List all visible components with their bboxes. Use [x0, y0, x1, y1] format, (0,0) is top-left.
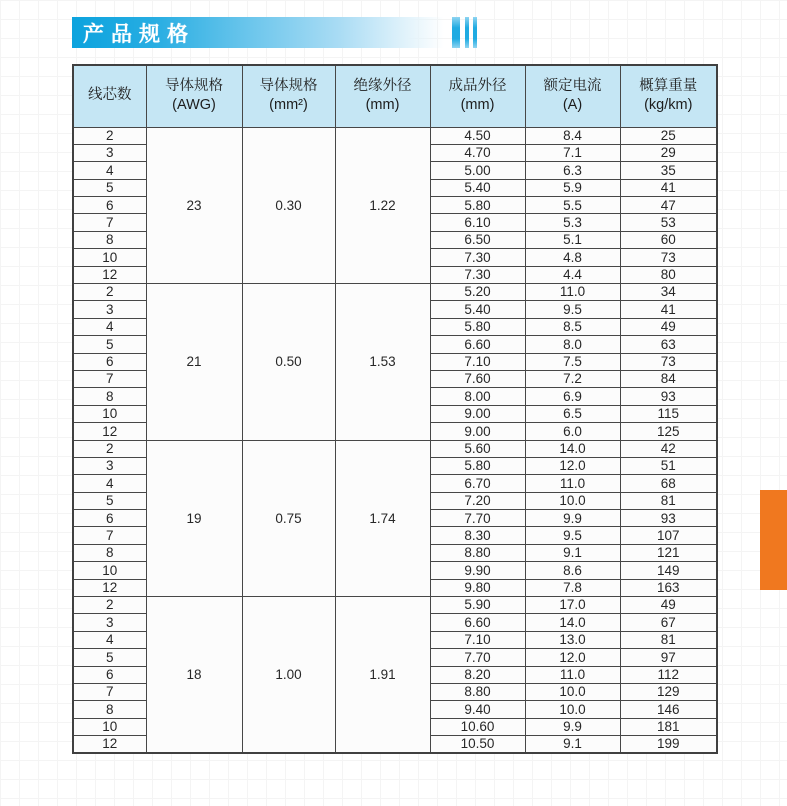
- cell-core-count: 6: [73, 197, 146, 214]
- cell-core-count: 3: [73, 301, 146, 318]
- cell-rated-current: 6.0: [525, 423, 620, 440]
- cell-finished-od: 9.00: [430, 405, 525, 422]
- cell-rated-current: 11.0: [525, 666, 620, 683]
- header-finished-od: [430, 65, 525, 127]
- cell-weight: 93: [620, 510, 717, 527]
- cell-core-count: 4: [73, 162, 146, 179]
- header-insulation-od: [335, 65, 430, 127]
- cell-weight: 146: [620, 701, 717, 718]
- cell-rated-current: 4.4: [525, 266, 620, 283]
- cell-finished-od: 9.90: [430, 562, 525, 579]
- banner-decorative-bars-icon: [452, 17, 477, 48]
- cell-core-count: 10: [73, 249, 146, 266]
- cell-weight: 41: [620, 179, 717, 196]
- header-label: 概算重量: [639, 77, 698, 94]
- cell-finished-od: 5.80: [430, 457, 525, 474]
- cell-weight: 51: [620, 457, 717, 474]
- cell-finished-od: 7.10: [430, 631, 525, 648]
- cell-core-count: 5: [73, 179, 146, 196]
- header-conductor-mm2: [242, 65, 335, 127]
- cell-finished-od: 7.70: [430, 510, 525, 527]
- cell-conductor-mm2: 0.75: [242, 440, 335, 597]
- cell-weight: 125: [620, 423, 717, 440]
- cell-weight: 129: [620, 684, 717, 701]
- cell-weight: 181: [620, 718, 717, 735]
- cell-rated-current: 6.3: [525, 162, 620, 179]
- decorative-bar: [465, 17, 469, 48]
- cell-rated-current: 9.9: [525, 718, 620, 735]
- cell-weight: 35: [620, 162, 717, 179]
- decorative-bar: [452, 17, 460, 48]
- cell-finished-od: 7.30: [430, 266, 525, 283]
- cell-conductor-awg: 19: [146, 440, 242, 597]
- cell-conductor-mm2: 0.50: [242, 284, 335, 441]
- cell-core-count: 5: [73, 336, 146, 353]
- cell-rated-current: 8.0: [525, 336, 620, 353]
- cell-rated-current: 9.1: [525, 544, 620, 561]
- cell-weight: 42: [620, 440, 717, 457]
- cell-finished-od: 6.10: [430, 214, 525, 231]
- table-row: [73, 284, 717, 301]
- cell-finished-od: 9.00: [430, 423, 525, 440]
- cell-weight: 112: [620, 666, 717, 683]
- cell-finished-od: 6.60: [430, 336, 525, 353]
- cell-rated-current: 5.9: [525, 179, 620, 196]
- cell-core-count: 6: [73, 666, 146, 683]
- cell-core-count: 4: [73, 631, 146, 648]
- cell-weight: 67: [620, 614, 717, 631]
- table-row: [73, 597, 717, 614]
- cell-weight: 121: [620, 544, 717, 561]
- cell-weight: 199: [620, 736, 717, 753]
- cell-conductor-awg: 18: [146, 597, 242, 754]
- cell-rated-current: 8.4: [525, 127, 620, 144]
- cell-weight: 93: [620, 388, 717, 405]
- cell-rated-current: 5.1: [525, 231, 620, 248]
- header-label: 绝缘外径: [353, 77, 412, 94]
- cell-weight: 53: [620, 214, 717, 231]
- cell-finished-od: 6.60: [430, 614, 525, 631]
- spec-table-body: [73, 127, 717, 753]
- section-title: 产品规格: [83, 22, 195, 46]
- decorative-bar: [473, 17, 477, 48]
- cell-finished-od: 9.80: [430, 579, 525, 596]
- cell-conductor-awg: 21: [146, 284, 242, 441]
- cell-finished-od: 7.30: [430, 249, 525, 266]
- cell-finished-od: 4.50: [430, 127, 525, 144]
- cell-finished-od: 4.70: [430, 144, 525, 161]
- cell-core-count: 7: [73, 370, 146, 387]
- cell-rated-current: 13.0: [525, 631, 620, 648]
- cell-core-count: 7: [73, 527, 146, 544]
- cell-core-count: 12: [73, 579, 146, 596]
- table-row: [73, 127, 717, 144]
- cell-core-count: 10: [73, 718, 146, 735]
- cell-rated-current: 5.3: [525, 214, 620, 231]
- cell-insulation-od: 1.53: [335, 284, 430, 441]
- cell-finished-od: 7.60: [430, 370, 525, 387]
- cell-core-count: 8: [73, 231, 146, 248]
- cell-rated-current: 6.9: [525, 388, 620, 405]
- cell-core-count: 8: [73, 388, 146, 405]
- cell-insulation-od: 1.22: [335, 127, 430, 284]
- cell-conductor-awg: 23: [146, 127, 242, 284]
- cell-rated-current: 14.0: [525, 614, 620, 631]
- cell-weight: 107: [620, 527, 717, 544]
- cell-finished-od: 8.20: [430, 666, 525, 683]
- cell-rated-current: 6.5: [525, 405, 620, 422]
- header-rated-current: [525, 65, 620, 127]
- cell-core-count: 8: [73, 701, 146, 718]
- cell-finished-od: 5.20: [430, 284, 525, 301]
- cell-rated-current: 11.0: [525, 475, 620, 492]
- cell-rated-current: 12.0: [525, 649, 620, 666]
- cell-weight: 34: [620, 284, 717, 301]
- header-unit: (mm): [460, 97, 495, 114]
- cell-finished-od: 10.60: [430, 718, 525, 735]
- cell-rated-current: 9.1: [525, 736, 620, 753]
- header-unit: (mm²): [269, 97, 308, 114]
- cell-core-count: 6: [73, 353, 146, 370]
- cell-rated-current: 11.0: [525, 284, 620, 301]
- cell-rated-current: 10.0: [525, 492, 620, 509]
- cell-conductor-mm2: 1.00: [242, 597, 335, 754]
- cell-rated-current: 7.2: [525, 370, 620, 387]
- header-unit: (A): [562, 97, 583, 114]
- cell-rated-current: 7.5: [525, 353, 620, 370]
- cell-core-count: 2: [73, 127, 146, 144]
- cell-weight: 115: [620, 405, 717, 422]
- cell-finished-od: 8.80: [430, 684, 525, 701]
- cell-core-count: 2: [73, 440, 146, 457]
- cell-rated-current: 12.0: [525, 457, 620, 474]
- header-core-count: [73, 65, 146, 127]
- cell-finished-od: 5.40: [430, 179, 525, 196]
- header-weight: [620, 65, 717, 127]
- cell-rated-current: 7.8: [525, 579, 620, 596]
- cell-insulation-od: 1.91: [335, 597, 430, 754]
- cell-core-count: 8: [73, 544, 146, 561]
- cell-finished-od: 5.90: [430, 597, 525, 614]
- cell-weight: 84: [620, 370, 717, 387]
- cell-weight: 149: [620, 562, 717, 579]
- cell-weight: 29: [620, 144, 717, 161]
- cell-rated-current: 4.8: [525, 249, 620, 266]
- cell-rated-current: 5.5: [525, 197, 620, 214]
- cell-weight: 163: [620, 579, 717, 596]
- header-unit: (mm): [365, 97, 400, 114]
- cell-rated-current: 9.9: [525, 510, 620, 527]
- header-unit: (kg/km): [644, 97, 693, 114]
- cell-finished-od: 6.50: [430, 231, 525, 248]
- cell-core-count: 12: [73, 266, 146, 283]
- section-banner: [72, 17, 444, 48]
- cell-rated-current: 10.0: [525, 701, 620, 718]
- cell-core-count: 6: [73, 510, 146, 527]
- cell-finished-od: 9.40: [430, 701, 525, 718]
- cell-core-count: 4: [73, 475, 146, 492]
- cell-weight: 80: [620, 266, 717, 283]
- header-label: 额定电流: [543, 77, 602, 94]
- cell-weight: 60: [620, 231, 717, 248]
- cell-finished-od: 8.00: [430, 388, 525, 405]
- cell-finished-od: 5.80: [430, 197, 525, 214]
- cell-rated-current: 8.6: [525, 562, 620, 579]
- cell-rated-current: 9.5: [525, 527, 620, 544]
- cell-rated-current: 9.5: [525, 301, 620, 318]
- cell-insulation-od: 1.74: [335, 440, 430, 597]
- header-label: 线芯数: [88, 87, 132, 104]
- cell-conductor-mm2: 0.30: [242, 127, 335, 284]
- cell-core-count: 12: [73, 736, 146, 753]
- cell-rated-current: 10.0: [525, 684, 620, 701]
- header-label: 导体规格: [165, 77, 223, 94]
- cell-core-count: 7: [73, 214, 146, 231]
- cell-finished-od: 5.00: [430, 162, 525, 179]
- cell-finished-od: 7.70: [430, 649, 525, 666]
- cell-core-count: 4: [73, 318, 146, 335]
- cell-finished-od: 5.40: [430, 301, 525, 318]
- cell-core-count: 5: [73, 649, 146, 666]
- cell-weight: 81: [620, 631, 717, 648]
- header-conductor-awg: [146, 65, 242, 127]
- cell-weight: 63: [620, 336, 717, 353]
- cell-weight: 81: [620, 492, 717, 509]
- cell-finished-od: 10.50: [430, 736, 525, 753]
- header-label: 成品外径: [448, 77, 507, 94]
- cell-core-count: 5: [73, 492, 146, 509]
- table-row: [73, 440, 717, 457]
- cell-core-count: 10: [73, 405, 146, 422]
- cell-core-count: 2: [73, 284, 146, 301]
- cell-finished-od: 8.80: [430, 544, 525, 561]
- cell-weight: 41: [620, 301, 717, 318]
- product-spec-table: [72, 64, 718, 754]
- cell-rated-current: 17.0: [525, 597, 620, 614]
- cell-core-count: 2: [73, 597, 146, 614]
- cell-core-count: 12: [73, 423, 146, 440]
- cell-finished-od: 6.70: [430, 475, 525, 492]
- cell-core-count: 10: [73, 562, 146, 579]
- header-unit: (AWG): [172, 97, 216, 114]
- cell-finished-od: 7.20: [430, 492, 525, 509]
- spec-table-header: [73, 65, 717, 127]
- cell-weight: 68: [620, 475, 717, 492]
- header-row: [73, 65, 717, 127]
- cell-weight: 49: [620, 318, 717, 335]
- cell-rated-current: 7.1: [525, 144, 620, 161]
- cell-weight: 73: [620, 249, 717, 266]
- cell-weight: 73: [620, 353, 717, 370]
- cell-weight: 47: [620, 197, 717, 214]
- cell-finished-od: 5.80: [430, 318, 525, 335]
- cell-finished-od: 5.60: [430, 440, 525, 457]
- cell-core-count: 3: [73, 614, 146, 631]
- cell-finished-od: 8.30: [430, 527, 525, 544]
- cell-core-count: 3: [73, 457, 146, 474]
- cell-core-count: 7: [73, 684, 146, 701]
- cell-finished-od: 7.10: [430, 353, 525, 370]
- cell-weight: 25: [620, 127, 717, 144]
- page-edge-accent: [760, 490, 787, 590]
- cell-weight: 97: [620, 649, 717, 666]
- cell-rated-current: 8.5: [525, 318, 620, 335]
- cell-core-count: 3: [73, 144, 146, 161]
- header-label: 导体规格: [259, 77, 318, 94]
- cell-weight: 49: [620, 597, 717, 614]
- cell-rated-current: 14.0: [525, 440, 620, 457]
